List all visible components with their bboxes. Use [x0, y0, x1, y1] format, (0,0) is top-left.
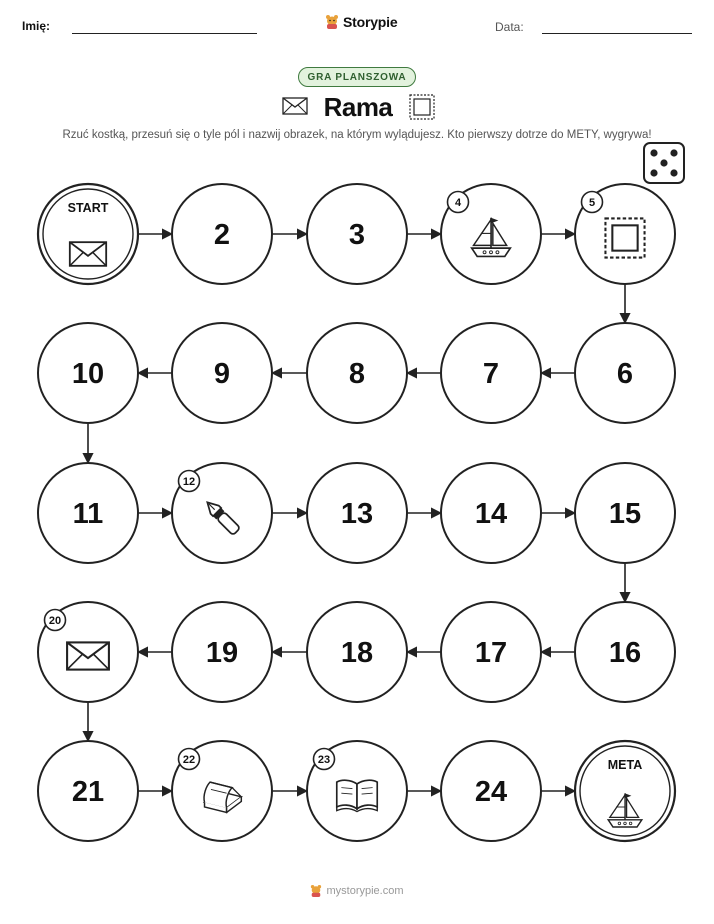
space-number: 24 [474, 776, 508, 808]
space-number-badge: 5 [588, 197, 596, 209]
board-space-6 [575, 323, 675, 423]
space-number: 2 [213, 219, 231, 251]
envelope-icon [67, 642, 109, 669]
space-number: 15 [608, 498, 642, 530]
bear-mascot-icon [310, 884, 322, 898]
space-number-badge: 20 [48, 615, 62, 627]
board-space-5 [575, 184, 675, 284]
board-space-14 [441, 463, 541, 563]
finish-label: META [607, 758, 643, 772]
start-label: START [67, 201, 109, 215]
footer [0, 884, 714, 898]
game-type-badge: GRA PLANSZOWA [298, 67, 416, 87]
page-title: Rama [323, 92, 393, 122]
board-space-8 [307, 323, 407, 423]
board-space-23 [307, 741, 407, 841]
space-number: 11 [72, 498, 104, 530]
board-spaces [38, 184, 675, 841]
board-space-7 [441, 323, 541, 423]
board-space-15 [575, 463, 675, 563]
space-number: 17 [474, 637, 508, 669]
space-number: 6 [616, 358, 634, 390]
board-space-11 [38, 463, 138, 563]
board-space-17 [441, 602, 541, 702]
space-number: 10 [71, 358, 105, 390]
space-number: 19 [205, 637, 239, 669]
board-space-9 [172, 323, 272, 423]
space-number: 18 [340, 637, 374, 669]
board-space-12 [172, 463, 272, 563]
board-space-25 [575, 741, 675, 841]
board-space-4 [441, 184, 541, 284]
space-number: 9 [213, 358, 231, 390]
board-space-20 [38, 602, 138, 702]
board-space-13 [307, 463, 407, 563]
board-space-3 [307, 184, 407, 284]
brand-name: Storypie [343, 14, 398, 30]
space-number: 3 [348, 219, 366, 251]
envelope-icon [70, 242, 106, 266]
date-label: Data: [495, 20, 524, 34]
name-label: Imię: [22, 19, 51, 33]
board-space-2 [172, 184, 272, 284]
space-number: 14 [474, 498, 508, 530]
instructions-text: Rzuć kostką, przesuń się o tyle pól i nazwij obrazek, na którym wylądujesz. Kto pierwszy dotrze do METY, wygrywa! [62, 129, 652, 141]
board-space-19 [172, 602, 272, 702]
space-number: 8 [348, 358, 366, 390]
space-number-badge: 4 [454, 197, 462, 209]
board-space-21 [38, 741, 138, 841]
space-number-badge: 22 [182, 754, 196, 766]
space-number: 16 [608, 637, 642, 669]
board-space-16 [575, 602, 675, 702]
board-space-22 [172, 741, 272, 841]
footer-url: mystorypie.com [326, 885, 404, 897]
postage-stamp-icon [605, 218, 644, 257]
space-number: 7 [482, 358, 500, 390]
board-space-24 [441, 741, 541, 841]
space-number: 13 [340, 498, 374, 530]
space-number: 21 [71, 776, 105, 808]
space-number-badge: 23 [317, 754, 331, 766]
board-space-1 [38, 184, 138, 284]
space-number-badge: 12 [182, 476, 196, 488]
board-space-18 [307, 602, 407, 702]
board-space-10 [38, 323, 138, 423]
